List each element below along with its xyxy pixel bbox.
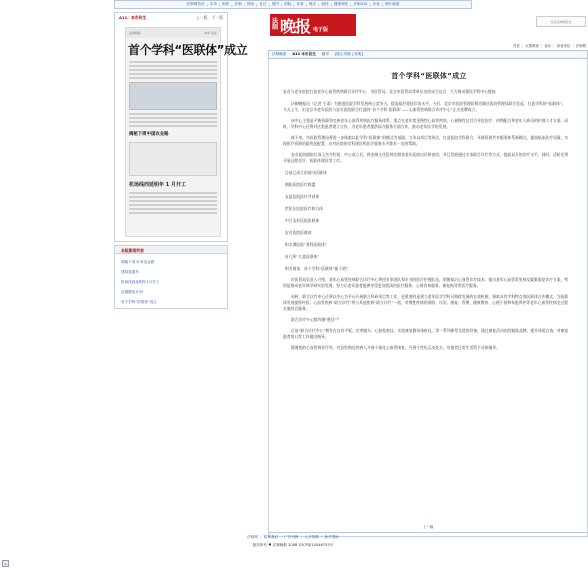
nav-link[interactable]: 评论 [372,2,380,6]
list-item: 积水潭医院“骨科医联体” [285,242,327,247]
page-wrapper [114,0,586,529]
next-page-link[interactable]: 下一版 [211,15,223,20]
article-paragraph: 安贞医院副院长周玉杰介绍说，中心成立后，将安排主任医师定期来老年医院出诊和查房，并且发展通过专家联合诊疗等方式，提高双方的诊疗水平，同时，适时还将开展远程会诊、医联体建设等工作。 [283,152,569,163]
home-icon[interactable]: ⌂ [2,560,9,567]
list-item: 世纪坛医院医疗联合体 [285,206,323,211]
news-list-item[interactable]: 建筑盒道车 [121,270,139,274]
masthead-links[interactable]: 首页 ｜ 反馈调查 ｜ 论坛 ｜ 读者来信 ｜ 法制网 [512,44,586,48]
news-list-box [114,245,228,309]
article-paragraph: 该中心主要是平衡资源和完善老年心血管疾病医疗服务体系，重点在老年常见慢性心血管疾病，心衰慢性及其合并症治疗、药物配合和老年人病员的护理人才方面，同时，学科中心还将对这类患者建立合作，为老年患者提供综合服务方面合作，推动老年医学的发展。 [283,118,569,129]
news-list-item[interactable]: 揭秘下周 叶家农业路 [121,260,155,264]
nav-link[interactable]: 社区 [259,2,267,6]
article-paragraph: 接下来，市医院管理局将进一步探索以此学科“医联体”的模式为基础，力争以项目等形式，打造医院学科联合，开辟资源共享服务体系新模式，提高临床医疗质量。实现医疗资源的最优化配置，这对医院的学科建设和医疗服务水平都有一定的帮助。 [283,135,569,146]
breadcrumb[interactable]: 法制晚报 [272,52,287,56]
nav-link[interactable]: 娱乐 [308,2,317,6]
article-title: 首个学科“医联体”成立 [391,72,467,80]
news-list-item[interactable]: 机场线西延明年1月开工 [121,280,160,284]
nav-separator: | [280,2,283,7]
footer [114,535,472,548]
nav-link[interactable]: 热线 [246,2,255,6]
nav-link[interactable]: 国内 [271,2,279,6]
edition-label: A11：本市民生 [119,15,147,20]
list-item: 友谊医院医疗共同体 [285,194,320,199]
thumbnail-header [115,13,227,23]
edition-name: A11 本市民生 [292,52,316,56]
nav-separator: | [369,2,371,7]
nav-separator: | [256,2,258,7]
prev-page-link[interactable]: 上一版 [196,15,208,20]
nav-separator: | [305,2,307,7]
nav-separator: | [318,2,320,7]
news-list-item[interactable]: 近期降电计划 [121,290,143,294]
masthead [268,12,588,50]
page-image-text [126,61,220,79]
article-paragraph: 法制晚报讯（记者 王诺）为推进医院学科发展核心竞争力，提高基层重症诊治水平，今后，北京市医院管理局和西城区医院管理局联合发起，打造学科的“医联体”。今天上午，由北京市老年医院与安贞医院联合打造的“首个学科‘医联体’——心血管疾病联合诊疗中心”正式挂牌成立。 [283,101,566,112]
article-paragraph: 市医管局负责人介绍，老年心血管疾病联合诊疗中心将用专家团队和专业的医疗护理队伍，掌握前沿心血管诊疗技术，提出老年心血管常见病及疑难重症诊疗方案，特别是推动老年病学研究的发展。努力让老年患者能够享受更加优质的医疗服务、心理咨询服务、康复指导等医疗服务。 [283,277,569,288]
news-list-item[interactable]: 首个学科“医联体”成立 [121,300,158,304]
news-list-title: 本版新闻列表 [115,246,227,254]
nav-separator: | [350,2,352,7]
page-thumbnail-box [114,12,248,242]
nav-link[interactable]: 国际 [284,2,292,6]
page-image-subhead: 机场线西延明年 1 月开工 [129,182,186,188]
left-column [114,12,248,309]
article-header-bar [268,50,588,59]
page-image-top [126,28,220,38]
nav-link[interactable]: 法制网首页 [186,2,205,6]
footer-links[interactable]: 法制网 ｜ 联系我们 ｜ 广告刊例 ｜ 人才招聘 ｜ 新手帮助 [247,535,339,539]
article-paragraph: 同时，联合诊疗中心还将以中心为平台开展联合科研项目等工作，更重要的是建立老年医学学科可持续发展的长效机制，探索具有学科特点的医联体合作模式，为医联体发展提供经验；心血管疾病“联合诊疗”将与其他疾病“联合诊疗”一道，对慢性疾病的预防、诊治、康复、管理、健康教育、心理干预和家庭养护等老年心血管疾病全过程实施综合服务。 [283,294,569,311]
nav-separator: | [231,2,233,7]
footer-copyright: 版权所有 ♥ 法制晚报 2008 京ICP备10046752号 [252,543,334,547]
list-item: 目前已成立的部分医联体 [285,170,327,175]
logo-small: 法制 [272,18,279,31]
nav-separator: | [268,2,270,7]
newspaper-logo[interactable] [270,14,356,36]
article-text [283,101,575,351]
page-image-text [126,192,220,214]
page-image-section: 本市 民生 [204,31,217,35]
right-column [268,12,588,537]
page-image-photo [129,82,217,110]
list-item: 首儿所“儿童医联体” [285,254,320,259]
page-image-paper-name: 法制晚报 [129,31,142,35]
prev-article-link[interactable]: 上一篇 [422,525,434,529]
nav-separator: | [293,2,295,7]
nav-link[interactable]: 法制315 [353,2,368,6]
logo-main: 晚报 [280,16,311,36]
version-label: 版号 [321,52,329,56]
page-image-text [126,113,220,127]
nav-separator: | [218,2,221,7]
nav-link[interactable]: 图片频道 [385,2,400,6]
nav-link[interactable]: 财经 [321,2,329,6]
list-item: 中日友好医院医联体 [285,218,320,223]
related-link[interactable]: 相关阅读 首个学科“医联体”能干啥？ [285,266,350,271]
nav-separator: | [330,2,332,7]
article-paragraph: 目前“联合诊疗中心”拥有在自有平板、功率跟车、心脏检查仪、实验康复腾讯体析仪、等一系列新型先进的设备，通过康复活动出院锻炼品牌、提升体质自查，对康复患者的日常工作做出指导。 [283,328,569,339]
nav-separator: | [206,2,208,7]
nav-link[interactable]: 健康两性 [333,2,349,6]
newspaper-page-image[interactable] [125,27,248,237]
list-item: 朝阳医院医疗联盟 [285,182,316,187]
nav-link[interactable]: 组织 [222,2,230,6]
page-image-ad [129,142,217,176]
page-image-headline: 首个学科“医联体”成立 [128,43,248,57]
list-item: 安贞医院医联体 [285,230,312,235]
divider [269,532,587,533]
top-nav [114,0,472,9]
nav-link[interactable]: 体育 [296,2,304,6]
article-body [268,59,588,537]
logo-suffix: 电子版 [313,26,329,33]
masthead-ad[interactable]: 北京法制晚报社 [536,16,586,27]
article-paragraph: 联合诊疗中心都有哪“绝活”？ [291,317,341,322]
nav-separator: | [243,2,245,7]
page-image-subhead: 揭秘下周中国农业路 [129,132,169,137]
nav-link[interactable]: 本市 [209,2,217,6]
nav-link[interactable]: 法制 [234,2,242,6]
nav-separator: | [381,2,384,7]
article-subtitle: 安贞与老年医院打造老年心血管疾病联合诊疗中心 市医管局、北京市医管局等单位出席成立仪式 大力推动建设学科中心链接 [283,89,496,94]
article-paragraph: 除聚焦的心血管病诊疗外，对急性期后的病人开展个体化心血管康复，开展个性化运动处方，对患者日常生活给予具体指导。 [291,345,500,350]
version-nav[interactable]: [版主导航 | 说明] [334,52,363,56]
news-list [115,254,227,310]
